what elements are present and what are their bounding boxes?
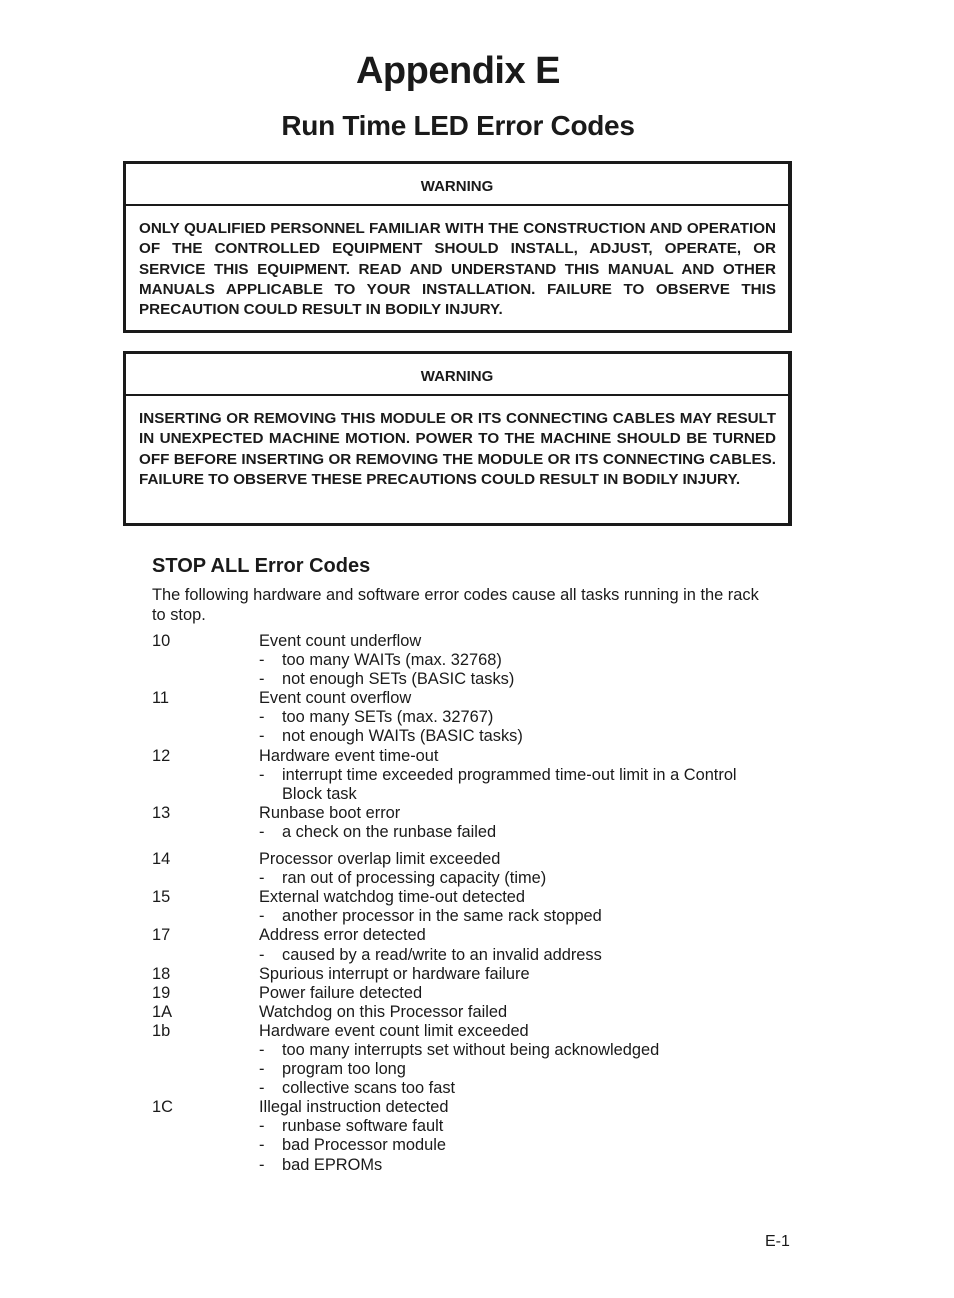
error-cause-item <box>259 946 772 965</box>
error-code-entry <box>152 1003 772 1022</box>
bullet-dash: - <box>259 869 265 888</box>
error-code-entry <box>152 1098 772 1174</box>
error-cause-text: too many SETs (max. 32767) <box>282 708 494 727</box>
error-cause-item <box>259 869 772 888</box>
error-code-entry <box>152 747 772 804</box>
error-code-description: Runbase boot error <box>259 803 401 822</box>
error-code-description: Watchdog on this Processor failed <box>259 1002 508 1021</box>
error-code-details <box>259 965 772 984</box>
error-code-entry <box>152 850 772 888</box>
error-cause-item <box>259 1156 772 1175</box>
error-code-details <box>259 850 772 888</box>
error-code-details <box>259 747 772 804</box>
error-code-list <box>152 632 772 1175</box>
error-code-number: 1b <box>152 1021 171 1040</box>
error-code-description: Event count underflow <box>259 632 422 650</box>
error-code-details <box>259 1003 772 1022</box>
error-cause-text: caused by a read/write to an invalid address <box>282 945 602 964</box>
error-code-description: Spurious interrupt or hardware failure <box>259 964 530 983</box>
error-cause-text: too many interrupts set without being acknowledged <box>282 1040 660 1059</box>
bullet-dash: - <box>259 1155 265 1174</box>
error-cause-text: another processor in the same rack stopped <box>282 907 602 926</box>
error-code-entry <box>152 689 772 746</box>
bullet-dash: - <box>259 945 265 964</box>
error-code-description: Event count overflow <box>259 689 412 708</box>
error-cause-item <box>259 766 772 804</box>
error-cause-item <box>259 651 772 670</box>
error-cause-text: runbase software fault <box>282 1117 444 1136</box>
error-code-entry <box>152 888 772 926</box>
error-code-description: Processor overlap limit exceeded <box>259 850 501 869</box>
bullet-dash: - <box>259 907 265 926</box>
error-cause-item <box>259 670 772 689</box>
bullet-dash: - <box>259 822 265 841</box>
appendix-title: Appendix E <box>355 50 561 92</box>
error-code-entry <box>152 984 772 1003</box>
error-code-description: External watchdog time-out detected <box>259 888 526 907</box>
error-code-number: 13 <box>152 803 171 822</box>
bullet-dash: - <box>259 1079 265 1098</box>
error-code-entry <box>152 1022 772 1098</box>
bullet-dash: - <box>259 1117 265 1136</box>
bullet-dash: - <box>259 1060 265 1079</box>
error-cause-item <box>259 907 772 926</box>
error-cause-text: too many WAITs (max. 32768) <box>282 651 502 670</box>
error-code-details <box>259 689 772 746</box>
error-cause-text: program too long <box>282 1060 406 1079</box>
error-code-entry <box>152 632 772 689</box>
error-code-number: 14 <box>152 850 171 869</box>
bullet-dash: - <box>259 708 265 727</box>
warning-title: WARNING <box>126 164 788 206</box>
bullet-dash: - <box>259 651 265 670</box>
error-cause-text: interrupt time exceeded programmed time-out limit in a Control Block task <box>282 765 737 803</box>
error-code-number: 19 <box>152 983 171 1002</box>
bullet-dash: - <box>259 1136 265 1155</box>
error-cause-item <box>259 1117 772 1136</box>
section-heading: STOP ALL Error Codes <box>152 555 371 577</box>
error-cause-text: bad EPROMs <box>282 1155 383 1174</box>
error-code-details <box>259 632 772 689</box>
bullet-dash: - <box>259 727 265 746</box>
error-code-number: 11 <box>152 689 170 708</box>
error-code-number: 1A <box>152 1002 173 1021</box>
error-code-details <box>259 1022 772 1098</box>
error-cause-item <box>259 727 772 746</box>
warning-text: ONLY QUALIFIED PERSONNEL FAMILIAR WITH THE CONSTRUCTION AND OPERATION OF THE CONTROLLED EQUIPMENT SHOULD INSTALL, ADJUST, OPERATE, OR SERVICE THIS EQUIPMENT. READ AND UNDERSTAND THIS MANUAL AND OTHER MANUALS APPLICABLE TO YOUR INSTALLATION. FAILURE TO OBSERVE THIS PRECAUTION COULD RESULT IN BODILY INJURY. <box>139 220 776 319</box>
error-code-description: Hardware event count limit exceeded <box>259 1021 529 1040</box>
bullet-dash: - <box>259 1040 265 1059</box>
error-cause-text: a check on the runbase failed <box>282 822 497 841</box>
error-cause-item <box>259 1136 772 1155</box>
error-code-number: 18 <box>152 964 171 983</box>
warning-text: INSERTING OR REMOVING THIS MODULE OR ITS CONNECTING CABLES MAY RESULT IN UNEXPECTED MACHINE MOTION. POWER TO THE MACHINE SHOULD BE TURNED OFF BEFORE INSERTING OR REMOVING THE MODULE OR ITS CONNECTING CABLES. FAILURE TO OBSERVE THESE PRECAUTIONS COULD RESULT IN BODILY INJURY. <box>139 410 776 488</box>
error-code-description: Hardware event time-out <box>259 746 439 765</box>
error-code-number: 1C <box>152 1098 173 1117</box>
error-cause-item <box>259 1041 772 1060</box>
error-cause-item <box>259 1060 772 1079</box>
error-code-description: Address error detected <box>259 926 426 945</box>
error-cause-item <box>259 1079 772 1098</box>
error-code-entry <box>152 804 772 842</box>
error-code-entry <box>152 926 772 964</box>
error-code-number: 10 <box>152 632 171 650</box>
error-cause-text: collective scans too fast <box>282 1079 456 1098</box>
error-cause-text: not enough WAITs (BASIC tasks) <box>282 727 523 746</box>
error-code-number: 12 <box>152 746 171 765</box>
error-code-description: Illegal instruction detected <box>259 1098 449 1117</box>
warning-title: WARNING <box>126 354 788 396</box>
chapter-title: Run Time LED Error Codes <box>281 110 635 141</box>
section-intro: The following hardware and software error codes cause all tasks running in the rack to stop. <box>152 586 759 624</box>
error-code-number: 15 <box>152 888 171 907</box>
warning-box-personnel <box>123 161 792 333</box>
error-code-details <box>259 804 772 842</box>
error-cause-item <box>259 823 772 842</box>
error-code-details <box>259 888 772 926</box>
error-code-details <box>259 984 772 1003</box>
error-code-description: Power failure detected <box>259 983 423 1002</box>
bullet-dash: - <box>259 670 265 689</box>
error-code-entry <box>152 965 772 984</box>
error-code-details <box>259 926 772 964</box>
error-code-number: 17 <box>152 926 171 945</box>
warning-box-module <box>123 351 792 526</box>
page-number: E-1 <box>765 1233 790 1250</box>
error-code-details <box>259 1098 772 1174</box>
bullet-dash: - <box>259 765 265 784</box>
error-cause-text: not enough SETs (BASIC tasks) <box>282 670 515 689</box>
error-cause-text: bad Processor module <box>282 1136 446 1155</box>
error-cause-item <box>259 708 772 727</box>
error-cause-text: ran out of processing capacity (time) <box>282 869 547 888</box>
